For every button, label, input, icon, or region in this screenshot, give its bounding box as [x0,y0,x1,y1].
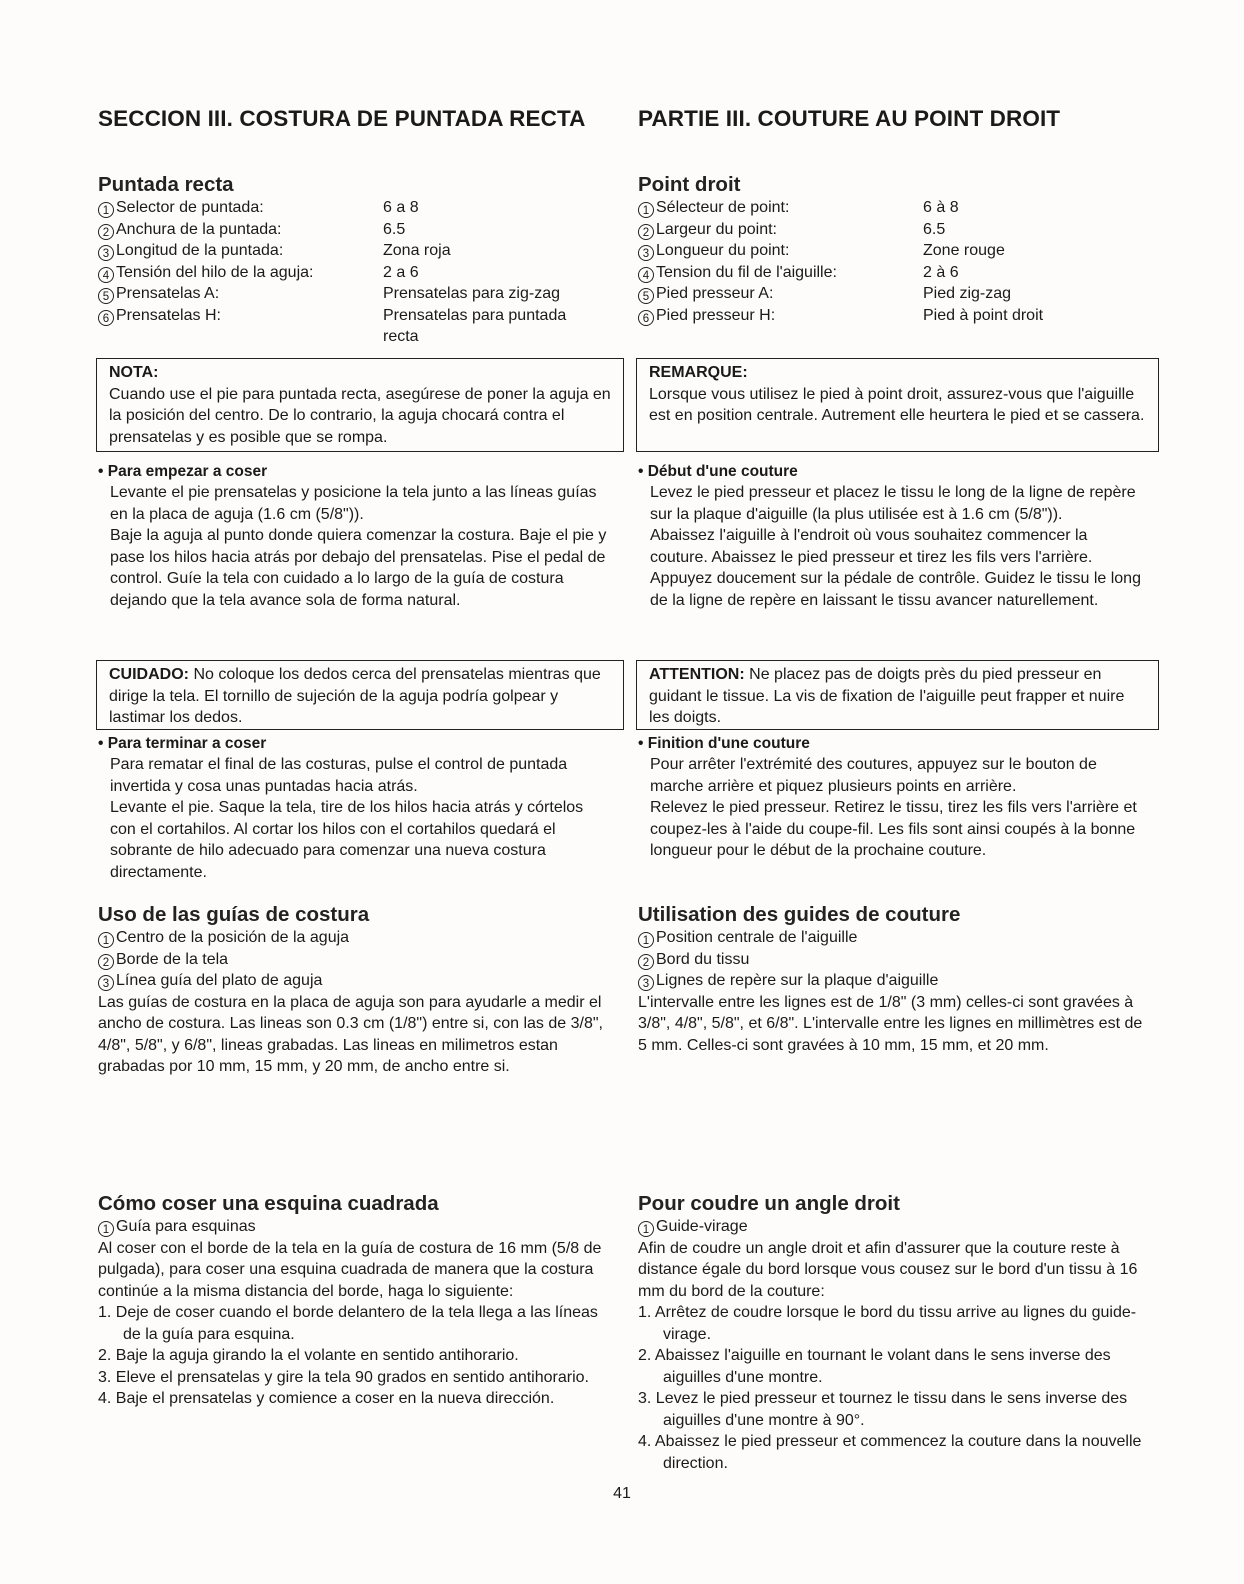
section-title-fr: PARTIE III. COUTURE AU POINT DROIT [638,106,1061,131]
square-corner-es [98,1192,613,1410]
corner-step [98,1345,613,1367]
circled-number: 2 [98,954,114,970]
setting-label: Prensatelas H: [116,306,221,324]
setting-row [638,305,1178,327]
setting-row [98,283,638,305]
step-number: 1. [98,1304,112,1321]
finish-paragraph-1: Pour arrêter l'extrémité des coutures, appuyez sur le bouton de marche arrière et piquez plusieurs points en arrière. [650,756,1097,795]
corner-guide-text: Guide-virage [656,1218,748,1235]
circled-number: 6 [638,310,654,326]
setting-value: 2 a 6 [383,263,419,281]
section-title-es: SECCION III. COSTURA DE PUNTADA RECTA [98,106,586,131]
setting-row [98,240,638,262]
finish-paragraph-2: Relevez le pied presseur. Retirez le tissu, tirez les fils vers l'arrière et coupez-les à l'aide du coupe-fil. Les fils sont ainsi coupés à la bonne longueur pour le début de la prochaine couture. [650,799,1137,859]
corner-step [638,1302,1158,1345]
setting-label: Longitud de la puntada: [116,242,284,259]
guides-paragraph: L'intervalle entre les lignes est de 1/8" (3 mm) celles-ci sont gravées à 3/8", 4/8", 5/8", et 6/8". L'intervalle entre les lignes en millimètres est de 5 mm. Celles-ci sont gravées à 10 mm, 15 mm, et 20 mm. [638,993,1143,1054]
start-sewing-fr [638,461,1148,611]
corner-step [98,1302,613,1345]
square-corner-fr [638,1192,1158,1474]
page-number: 41 [613,1485,631,1502]
setting-label: Selector de puntada: [116,199,264,216]
setting-row [98,219,638,241]
straight-stitch-es [98,173,638,348]
guide-item [98,927,608,949]
circled-number: 1 [98,932,114,948]
guide-item-text: Centro de la posición de la aguja [116,929,350,946]
setting-label: Tensión del hilo de la aguja: [116,263,314,281]
step-number: 3. [98,1368,112,1386]
setting-row [98,305,638,348]
guide-item-text: Línea guía del plato de aguja [116,972,323,989]
start-sewing-es [98,461,613,611]
note-text: Lorsque vous utilisez le pied à point droit, assurez-vous que l'aiguille est en position centrale. Autrement elle heurtera le pied et se cassera. [649,385,1145,424]
setting-value: 6 a 8 [383,199,419,216]
step-number: 3. [638,1390,652,1407]
heading-seam-guides-es: Uso de las guías de costura [98,903,370,926]
setting-row [638,219,1178,241]
corner-intro: Al coser con el borde de la tela en la guía de costura de 16 mm (5/8 de pulgada), para coser una esquina cuadrada de manera que la costura continúe a la misma distancia del borde, haga lo siguiente: [98,1239,602,1300]
note-box-es [96,358,624,452]
step-number: 1. [638,1304,652,1321]
setting-value: 6.5 [923,220,946,238]
guide-item [98,949,608,971]
setting-label: Anchura de la puntada: [116,220,282,238]
step-text: Deje de coser cuando el borde delantero de la tela llega a las líneas de la guía para esquina. [115,1304,598,1343]
circled-number: 1 [638,1221,654,1237]
setting-label: Pied presseur H: [656,306,776,324]
caution-label: ATTENTION: [649,666,745,683]
circled-number: 5 [638,288,654,304]
step-text: Baje la aguja girando la el volante en sentido antihorario. [115,1347,519,1364]
finish-paragraph-1: Para rematar el final de las costuras, pulse el control de puntada invertida y cosa unas puntadas hacia atrás. [110,756,568,795]
corner-step [638,1388,1158,1431]
corner-step [98,1388,613,1410]
circled-number: 2 [98,224,114,240]
step-text: Baje el prensatelas y comience a coser en la nueva dirección. [115,1390,555,1407]
heading-straight-es: Puntada recta [98,173,234,196]
circled-number: 4 [638,267,654,283]
circled-number: 2 [638,224,654,240]
setting-value: Zona roja [383,242,451,259]
setting-label: Pied presseur A: [656,285,774,302]
setting-value: 2 à 6 [923,263,959,281]
corner-guide-text: Guía para esquinas [116,1218,256,1235]
step-text: Abaissez le pied presseur et commencez la couture dans la nouvelle direction. [654,1433,1142,1472]
circled-number: 1 [638,932,654,948]
caution-text: Ne placez pas de doigts près du pied presseur en guidant le tissue. La vis de fixation de l'aiguille peut frapper et nuire les doigts. [649,666,1125,726]
caution-text: No coloque los dedos cerca del prensatelas mientras que dirige la tela. El tornillo de sujeción de la aguja podría golpear y lastimar los dedos. [109,666,601,726]
step-text: Levez le pied presseur et tournez le tissu dans le sens inverse des aiguilles d'une montre à 90°. [655,1390,1128,1429]
guides-paragraph: Las guías de costura en la placa de aguja son para ayudarle a medir el ancho de costura. Las lineas son 0.3 cm (1/8") entre si, con las de 3/8", 4/8", 5/8", y 6/8", lineas grabadas. Las lineas en milimetros estan grabadas por 10 mm, 15 mm, y 20 mm, de ancho entre si. [98,993,603,1075]
step-text: Eleve el prensatelas y gire la tela 90 grados en sentido antihorario. [115,1368,589,1386]
caution-box-fr [636,660,1159,730]
setting-value: 6 à 8 [923,199,959,216]
step-text: Arrêtez de coudre lorsque le bord du tissu arrive au lignes du guide-virage. [654,1304,1137,1343]
circled-number: 3 [638,245,654,261]
setting-value: Prensatelas para zig-zag [383,285,560,302]
setting-label: Largeur du point: [656,220,777,238]
finish-sewing-es [98,733,613,883]
finish-sewing-fr [638,733,1153,862]
setting-value: 6.5 [383,220,406,238]
heading-corner-fr: Pour coudre un angle droit [638,1192,900,1215]
start-paragraph-2: Baje la aguja al punto donde quiera comenzar la costura. Baje el pie y pase los hilos hacia atrás por debajo del prensatelas. Pise el pedal de control. Guíe la tela con cuidado a lo largo de la guía de costura dejando que la tela avance sola de forma natural. [110,527,607,609]
circled-number: 4 [98,267,114,283]
setting-value: Zone rouge [923,242,1005,259]
corner-step [638,1345,1158,1388]
circled-number: 5 [98,288,114,304]
guide-item [638,949,1153,971]
heading-seam-guides-fr: Utilisation des guides de couture [638,903,961,926]
circled-number: 2 [638,954,654,970]
circled-number: 1 [98,202,114,218]
seam-guides-fr [638,903,1153,1056]
step-text: Abaissez l'aiguille en tournant le volant dans le sens inverse des aiguilles d'une montre. [654,1347,1111,1386]
setting-label: Prensatelas A: [116,285,220,302]
setting-row [638,283,1178,305]
circled-number: 3 [98,245,114,261]
start-heading: • Para empezar a coser [98,463,268,480]
setting-label: Sélecteur de point: [656,199,790,216]
guide-item [638,970,1153,992]
circled-number: 6 [98,310,114,326]
straight-stitch-fr [638,173,1178,326]
guide-item-text: Lignes de repère sur la plaque d'aiguille [656,972,939,989]
start-heading: • Début d'une couture [638,463,798,480]
start-paragraph-2: Abaissez l'aiguille à l'endroit où vous souhaitez commencer la couture. Abaissez le pied presseur et tirez les fils vers l'arrière. Appuyez doucement sur la pédale de contrôle. Guidez le tissu le long de la ligne de repère en laissant le tissu avancer naturellement. [650,527,1141,609]
guide-item-text: Position centrale de l'aiguille [656,929,858,946]
corner-guide-item [98,1216,613,1238]
setting-label: Longueur du point: [656,242,790,259]
seam-guides-es [98,903,608,1078]
step-number: 4. [98,1390,112,1407]
finish-heading: • Finition d'une couture [638,735,810,752]
caution-label: CUIDADO: [109,666,189,683]
setting-row [98,197,638,219]
setting-value: Prensatelas para puntada recta [383,306,567,345]
circled-number: 1 [98,1221,114,1237]
guide-item-text: Borde de la tela [116,950,229,968]
finish-heading: • Para terminar a coser [98,735,267,752]
heading-straight-fr: Point droit [638,173,741,196]
start-paragraph-1: Levante el pie prensatelas y posicione la tela junto a las líneas guías en la placa de aguja (1.6 cm (5/8")). [110,484,597,523]
step-number: 2. [638,1347,652,1364]
corner-intro: Afin de coudre un angle droit et afin d'assurer que la couture reste à distance égale du bord lorsque vous cousez sur le bord d'un tissu à 16 mm du bord de la couture: [638,1239,1138,1300]
setting-label: Tension du fil de l'aiguille: [656,263,837,281]
circled-number: 3 [638,975,654,991]
step-number: 4. [638,1433,652,1450]
start-paragraph-1: Levez le pied presseur et placez le tissu le long de la ligne de repère sur la plaque d'aiguille (la plus utilisée est à 1.6 cm (5/8")). [650,484,1136,523]
step-number: 2. [98,1347,112,1364]
corner-guide-item [638,1216,1158,1238]
setting-value: Pied à point droit [923,306,1044,324]
corner-step [98,1367,613,1389]
caution-box-es [96,660,624,730]
setting-row [98,262,638,284]
setting-row [638,240,1178,262]
setting-row [638,197,1178,219]
finish-paragraph-2: Levante el pie. Saque la tela, tire de los hilos hacia atrás y córtelos con el cortahilos. Al cortar los hilos con el cortahilos quedará el sobrante de hilo adecuado para comenzar una nueva costura directamente. [110,799,584,881]
note-label: REMARQUE: [649,364,748,381]
note-text: Cuando use el pie para puntada recta, asegúrese de poner la aguja en la posición del centro. De lo contrario, la aguja chocará contra el prensatelas y es posible que se rompa. [109,385,611,446]
guide-item [98,970,608,992]
circled-number: 3 [98,975,114,991]
circled-number: 1 [638,202,654,218]
guide-item-text: Bord du tissu [656,950,750,968]
heading-corner-es: Cómo coser una esquina cuadrada [98,1192,439,1215]
note-label: NOTA: [109,364,159,381]
note-box-fr [636,358,1159,452]
setting-row [638,262,1178,284]
setting-value: Pied zig-zag [923,285,1012,302]
guide-item [638,927,1153,949]
corner-step [638,1431,1158,1474]
